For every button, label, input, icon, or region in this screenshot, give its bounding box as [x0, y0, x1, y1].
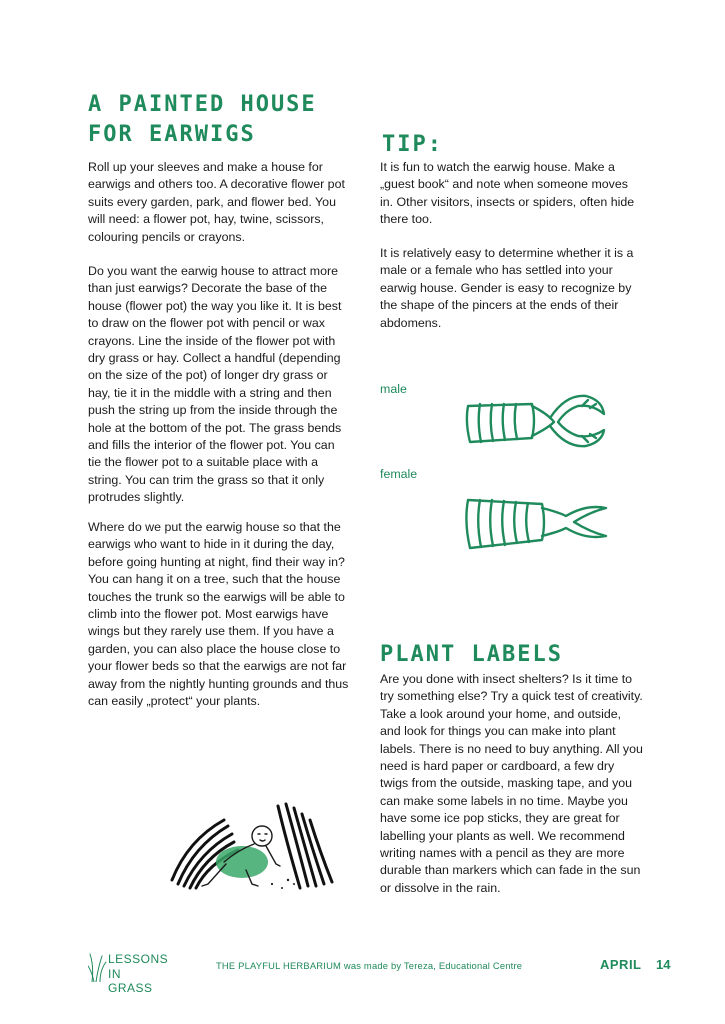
tip-gender-paragraph: It is relatively easy to determine whether it is a male or a female who has settled into your earwig house. Gender is easy to recognize by the shape of the pincers at the ends of their abdomens. [380, 246, 634, 330]
earwig-female-abdomen-illustration [462, 490, 612, 554]
male-label: male [380, 382, 407, 396]
footer-month: APRIL [600, 957, 642, 972]
logo-line1: LESSONS [108, 952, 169, 966]
plant-labels-title: PLANT LABELS [380, 642, 563, 667]
child-crawling-under-grass-illustration [168, 800, 348, 900]
earwig-instructions-paragraph: Do you want the earwig house to attract more than just earwigs? Decorate the base of the house (flower pot) the way you like it. It is best to draw on the flower pot with pencil or wax crayons. Line the inside of the flower pot with dry grass or hay. Collect a handful (depending on the size of the pot) of longer dry grass or hay, tie it in the middle with a string and then push the string up from the inside through the hole at the bottom of the pot. The grass bends and fills the interior of the flower pot. You can tie the flower pot to a suitable place with a string. You can trim the grass so that it only protrudes slightly. [88, 264, 342, 505]
tip-title: TIP: [382, 132, 443, 157]
female-label: female [380, 467, 418, 481]
earwig-house-title-line2: FOR EARWIGS [88, 122, 256, 147]
page-number: 14 [656, 957, 671, 972]
logo-line2: IN GRASS [108, 967, 153, 995]
footer-credit: THE PLAYFUL HERBARIUM was made by Tereza, Educational Centre [216, 960, 523, 971]
earwig-house-title [88, 90, 348, 150]
grass-logo-icon [88, 952, 108, 982]
tip-guest-book-paragraph: It is fun to watch the earwig house. Make a „guest book“ and note when someone moves in. Other visitors, insects or spiders, often hide there too. [380, 160, 635, 227]
plant-labels-paragraph: Are you done with insect shelters? Is it time to try something else? Try a quick test of creativity. Take a look around your home, and outside, and look for things you can make into plant labels. There is no need to buy anything. All you need is hard paper or cardboard, a few dry twigs from the outside, masking tape, and you can make some labels in no time. Maybe you have some ice pop sticks, they are great for labelling your plants as well. We recommend writing names with a pencil as they are more durable than markers which can fade in the sun or dissolve in the rain. [380, 672, 643, 895]
earwig-house-title-line1: A PAINTED HOUSE [88, 92, 317, 117]
earwig-intro-paragraph: Roll up your sleeves and make a house for earwigs and others too. A decorative flower pot suits every garden, park, and flower bed. You will need: a flower pot, hay, twine, scissors, colouring pencils or crayons. [88, 160, 345, 244]
earwig-placement-paragraph: Where do we put the earwig house so that the earwigs who want to hide in it during the day, before going hunting at night, find their way in? You can hang it on a tree, such that the house touches the trunk so the earwigs will be able to climb into the flower pot. Most earwigs have wings but they rarely use them. If you have a garden, you can also place the house close to your flower beds so that the earwigs are not far away from the nightly hunting grounds and thus can easily „protect“ your plants. [88, 520, 349, 709]
earwig-male-abdomen-illustration [462, 388, 612, 452]
